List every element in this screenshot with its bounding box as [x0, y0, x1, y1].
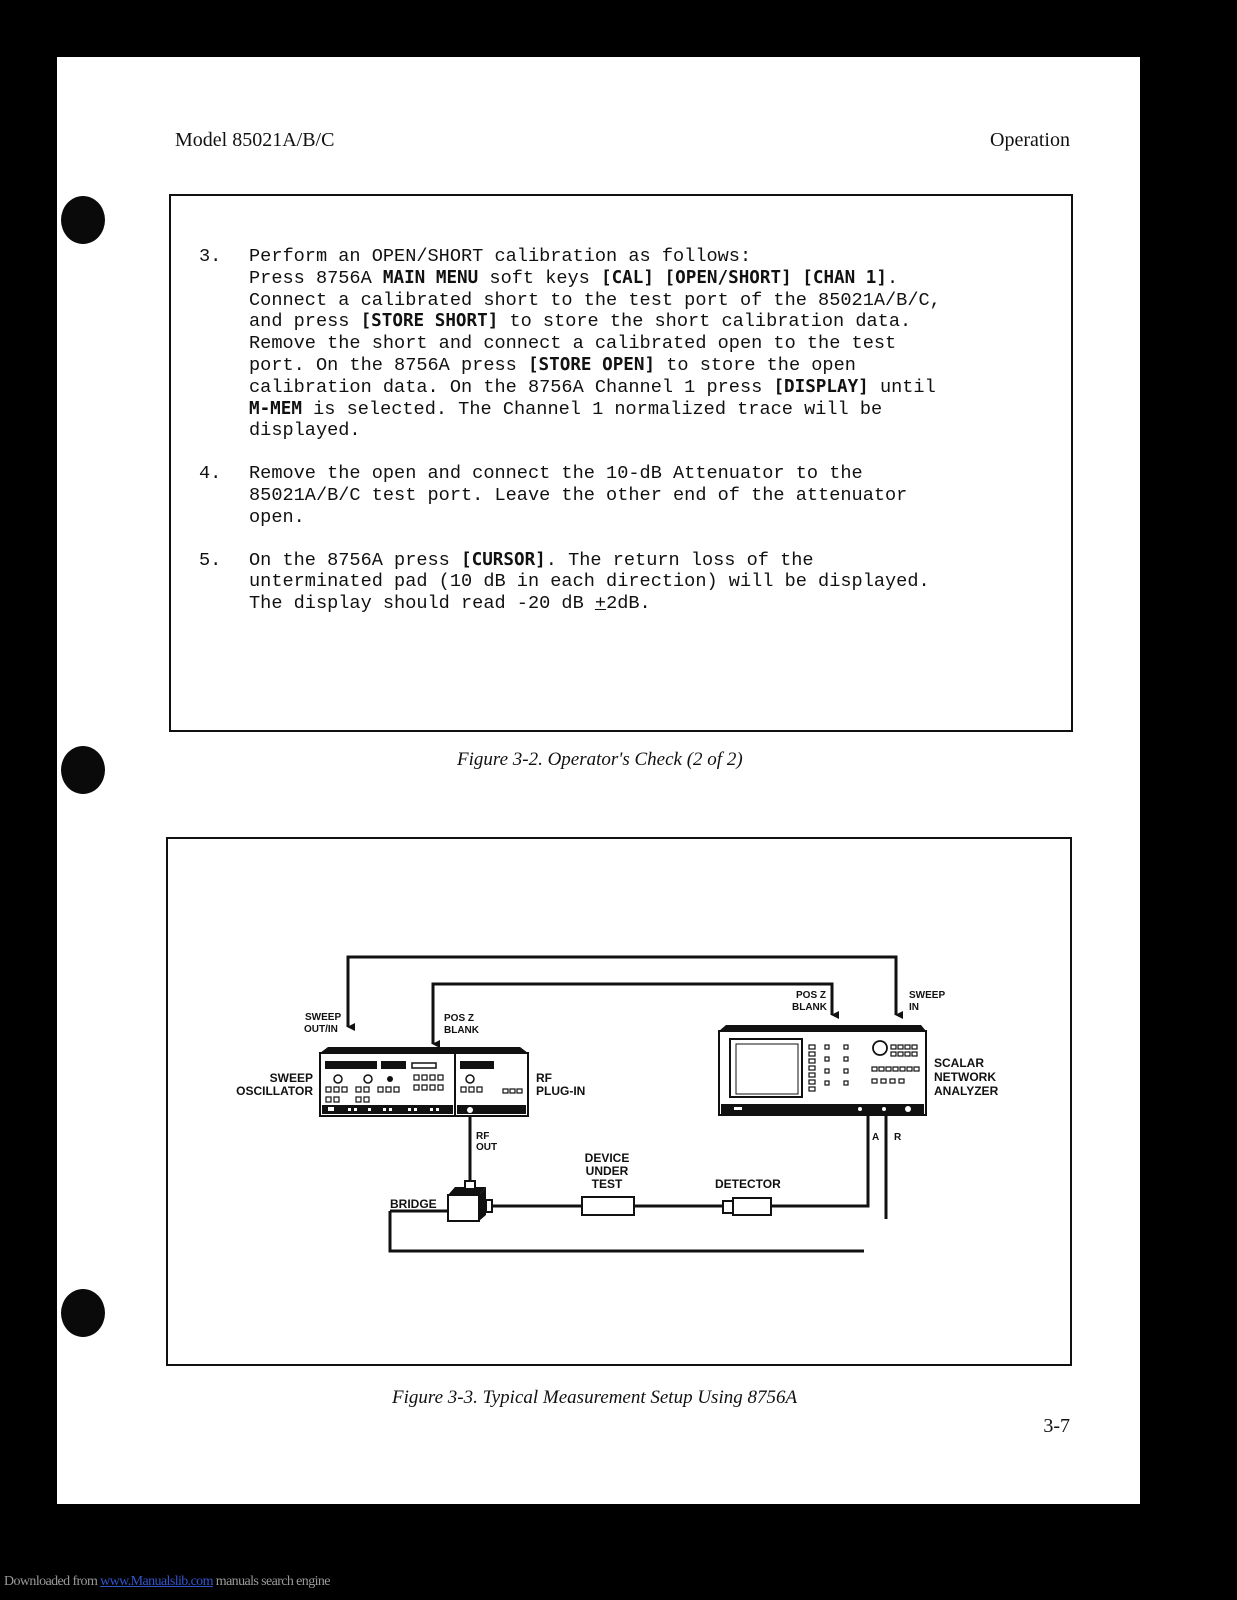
step-line — [249, 550, 1055, 572]
step-text: to store the short calibration data. — [498, 311, 912, 333]
step-text: is selected. The Channel 1 normalized trace will be — [301, 398, 883, 420]
label-detector: DETECTOR — [715, 1177, 781, 1191]
label-scalar-network-analyzer: SCALAR — [934, 1056, 984, 1070]
label-sweep-in: SWEEP — [909, 990, 946, 1001]
label-pos-z-blank-analyzer: POS Z — [796, 990, 827, 1001]
page-number: 3-7 — [1043, 1415, 1070, 1437]
step-text: and press — [249, 311, 361, 333]
label-pos-z-blank: POS Z — [444, 1013, 475, 1024]
manual-page — [57, 57, 1140, 1504]
step-text: until — [868, 376, 936, 398]
key-label: [CURSOR] — [461, 549, 546, 570]
step-line — [249, 571, 1055, 593]
label-device-under-test: DEVICE — [584, 1151, 630, 1165]
label-sweep-in: IN — [909, 1002, 919, 1013]
step-line — [249, 268, 1055, 290]
label-sweep-oscillator: OSCILLATOR — [236, 1084, 313, 1098]
step-text: 2dB. — [606, 593, 651, 615]
step-text: port. On the 8756A press — [249, 354, 528, 376]
label-device-under-test: TEST — [591, 1177, 623, 1191]
label-sweep-out-in: SWEEP — [305, 1012, 342, 1023]
step-number: 4. — [199, 463, 222, 485]
step-text: 85021A/B/C test port. Leave the other end of the attenuator — [249, 484, 908, 506]
step-text: unterminated pad (10 dB in each direction) will be displayed. — [249, 571, 930, 593]
key-label: [STORE SHORT] — [360, 311, 499, 332]
header-model: Model 85021A/B/C — [175, 129, 335, 151]
manualslib-link[interactable]: www.Manualslib.com — [100, 1574, 213, 1589]
step-line — [249, 311, 1055, 333]
label-port-r: R — [894, 1132, 902, 1143]
figure-3-3-caption: Figure 3-3. Typical Measurement Setup Using 8756A — [392, 1387, 798, 1408]
detector-to-a-cable — [771, 1113, 868, 1206]
step-text: open. — [249, 506, 305, 528]
step-line — [249, 246, 1055, 268]
step-text: soft keys — [478, 267, 601, 289]
step-text: Remove the short and connect a calibrated open to the test — [249, 333, 897, 355]
label-rf-plug-in: PLUG-IN — [536, 1084, 586, 1098]
measurement-setup-figure — [166, 837, 1072, 1366]
step-line — [249, 593, 1055, 615]
key-label: [DISPLAY] — [773, 376, 869, 397]
figure-3-2-caption: Figure 3-2. Operator's Check (2 of 2) — [457, 749, 743, 770]
label-port-a: A — [872, 1132, 880, 1143]
step-text: Press 8756A — [249, 267, 383, 289]
step-line — [249, 507, 1055, 529]
step-line — [249, 355, 1055, 377]
binder-hole — [61, 746, 105, 794]
procedure-steps — [195, 246, 1055, 636]
procedure-step — [195, 246, 1055, 442]
footer-suffix: manuals search engine — [212, 1574, 330, 1589]
step-line — [249, 290, 1055, 312]
step-text: . The return loss of the — [545, 549, 814, 571]
sweep-oscillator — [320, 1047, 455, 1116]
download-footer — [4, 1574, 330, 1590]
step-text: The display should read -20 dB — [249, 593, 595, 615]
step-line — [249, 463, 1055, 485]
binder-hole — [61, 196, 105, 244]
step-text: to store the open — [655, 354, 856, 376]
operators-check-box — [169, 194, 1073, 732]
step-line — [249, 377, 1055, 399]
step-text: Perform an OPEN/SHORT calibration as follows: — [249, 246, 752, 267]
detector — [723, 1198, 771, 1215]
step-text: . — [887, 267, 899, 289]
plus-minus-sign: + — [594, 593, 607, 615]
label-bridge: BRIDGE — [390, 1197, 437, 1211]
label-scalar-network-analyzer: NETWORK — [934, 1070, 996, 1084]
binder-hole — [61, 1289, 105, 1337]
rf-plug-in — [455, 1047, 528, 1116]
label-rf-plug-in: RF — [536, 1071, 552, 1085]
step-line — [249, 333, 1055, 355]
key-label: [STORE OPEN] — [527, 354, 656, 375]
footer-prefix: Downloaded from — [4, 1574, 101, 1589]
step-line — [249, 485, 1055, 507]
step-text: calibration data. On the 8756A Channel 1 press — [249, 376, 774, 398]
key-label: MAIN MENU — [382, 267, 479, 288]
scalar-network-analyzer — [719, 1025, 926, 1115]
label-sweep-out-in: OUT/IN — [304, 1024, 338, 1035]
label-sweep-oscillator: SWEEP — [269, 1071, 313, 1085]
measurement-setup-diagram — [168, 839, 1070, 1364]
step-text: On the 8756A press — [249, 549, 462, 571]
step-line — [249, 420, 1055, 442]
step-line — [249, 399, 1055, 421]
step-number: 5. — [199, 549, 222, 571]
key-label: [CAL] [OPEN/SHORT] [CHAN 1] — [601, 267, 887, 288]
step-text: displayed. — [249, 420, 361, 442]
label-scalar-network-analyzer: ANALYZER — [934, 1084, 999, 1098]
procedure-step — [195, 550, 1055, 615]
step-number: 3. — [199, 246, 222, 267]
step-text: Connect a calibrated short to the test port of the 85021A/B/C, — [249, 289, 941, 311]
header-section: Operation — [990, 129, 1070, 151]
device-under-test — [582, 1197, 634, 1215]
step-text: Remove the open and connect the 10-dB Attenuator to the — [249, 463, 863, 485]
key-label: M-MEM — [249, 398, 302, 419]
procedure-step — [195, 463, 1055, 528]
label-rf-out: OUT — [476, 1142, 498, 1153]
label-pos-z-blank: BLANK — [444, 1025, 479, 1036]
label-pos-z-blank-analyzer: BLANK — [792, 1002, 827, 1013]
label-device-under-test: UNDER — [585, 1164, 629, 1178]
label-rf-out: RF — [476, 1131, 490, 1142]
